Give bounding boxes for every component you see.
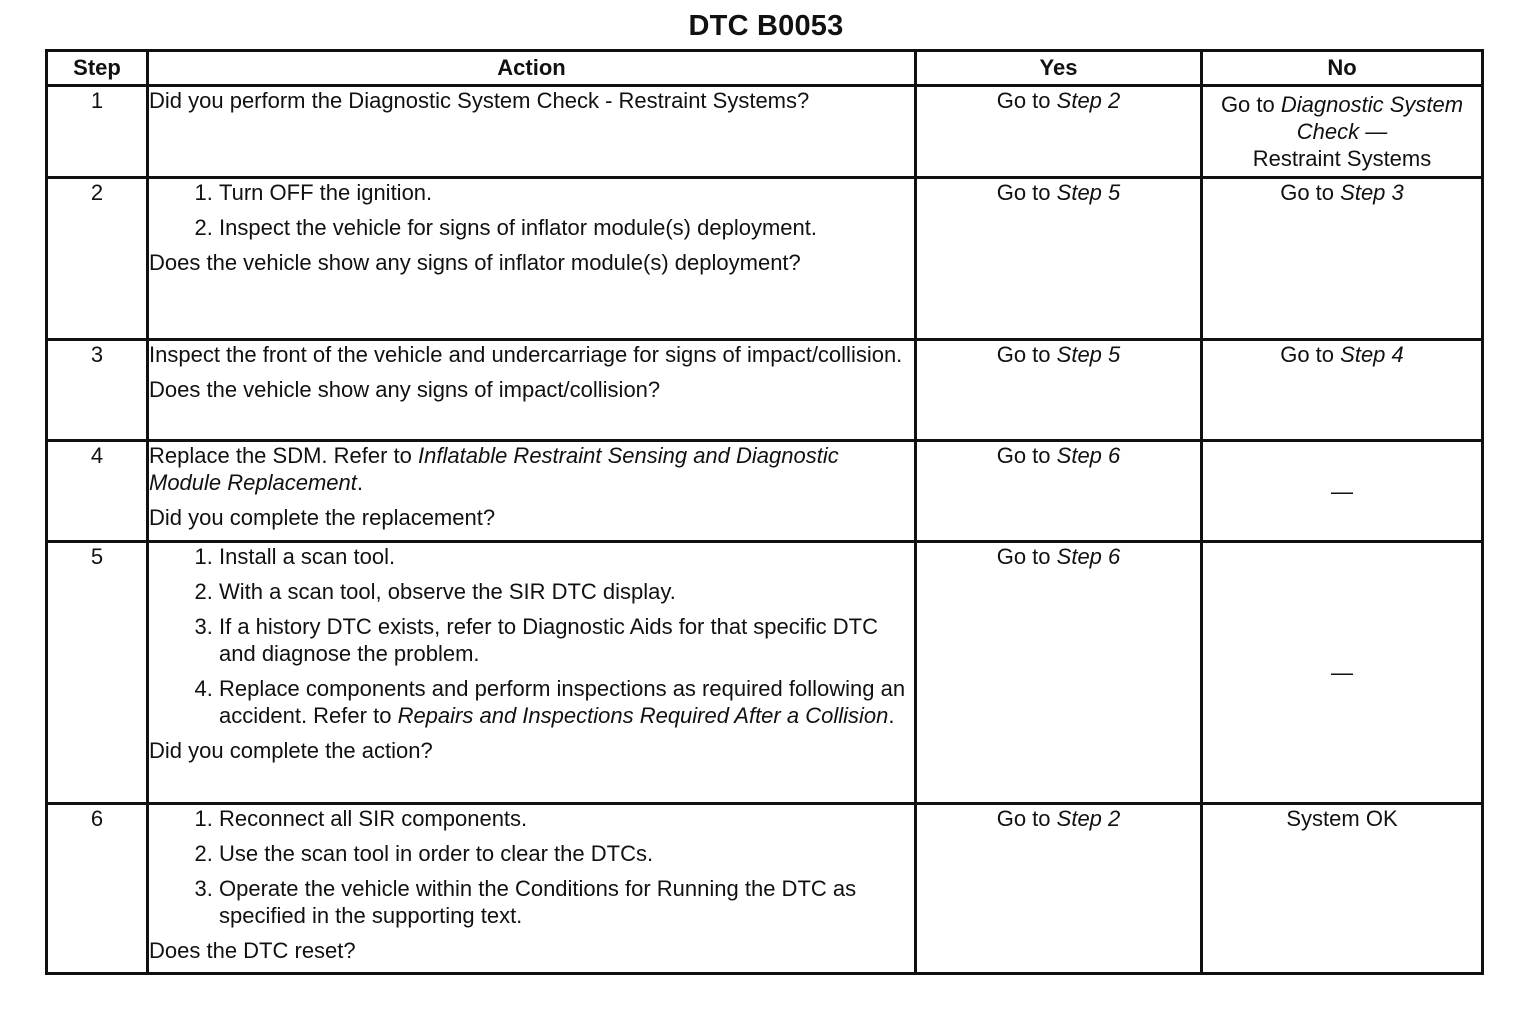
- step-number: 3: [47, 340, 148, 441]
- column-header-action: Action: [148, 51, 916, 86]
- page-title: DTC B0053: [688, 10, 844, 42]
- step-number: 4: [47, 441, 148, 542]
- yes-cell: [916, 178, 1202, 340]
- action-step: 1. Turn OFF the ignition.: [219, 179, 914, 206]
- table-row: [47, 86, 1483, 178]
- action-question: Did you complete the replacement?: [149, 505, 496, 530]
- action-step: 2. With a scan tool, observe the SIR DTC display.: [219, 578, 914, 605]
- procedure-reference-link[interactable]: Repairs and Inspections Required After a Collision: [397, 703, 889, 728]
- no-prefix: Go to: [1280, 180, 1335, 205]
- procedure-reference-link[interactable]: Inflatable Restraint Sensing and Diagnostic Module Replacement: [149, 443, 839, 495]
- action-question: Did you perform the Diagnostic System Check - Restraint Systems?: [149, 88, 810, 113]
- table-row: [47, 804, 1483, 974]
- action-question: Does the DTC reset?: [149, 938, 356, 963]
- action-step: 1. Install a scan tool.: [219, 543, 914, 570]
- action-steps: [149, 543, 914, 729]
- action-text-prefix: Replace the SDM. Refer to: [149, 443, 412, 468]
- action-step: 2. Inspect the vehicle for signs of inflator module(s) deployment.: [219, 214, 914, 241]
- yes-cell: [916, 340, 1202, 441]
- yes-step-link[interactable]: Step 5: [1056, 180, 1121, 205]
- yes-prefix: Go to: [996, 544, 1051, 569]
- action-question: Did you complete the action?: [149, 738, 433, 763]
- dtc-table: [45, 49, 1484, 975]
- yes-prefix: Go to: [996, 88, 1051, 113]
- table-row: [47, 441, 1483, 542]
- no-dash: —: [1331, 478, 1353, 504]
- yes-cell: [916, 804, 1202, 974]
- action-text: [149, 442, 914, 496]
- no-procedure-link[interactable]: Diagnostic System Check —: [1280, 92, 1464, 144]
- action-question: Does the vehicle show any signs of impact/collision?: [149, 377, 661, 402]
- action-step: [219, 675, 914, 729]
- no-cell: [1202, 804, 1483, 974]
- action-cell: [148, 86, 916, 178]
- yes-step-link[interactable]: Step 2: [1056, 806, 1121, 831]
- yes-prefix: Go to: [996, 806, 1051, 831]
- action-step: 3. If a history DTC exists, refer to Diagnostic Aids for that specific DTC and diagnose the problem.: [219, 613, 914, 667]
- step-number: 5: [47, 542, 148, 804]
- action-steps: [149, 805, 914, 929]
- yes-prefix: Go to: [996, 180, 1051, 205]
- step-number: 1: [47, 86, 148, 178]
- yes-cell: [916, 86, 1202, 178]
- yes-cell: [916, 542, 1202, 804]
- yes-step-link[interactable]: Step 2: [1056, 88, 1121, 113]
- table-header-row: [47, 51, 1483, 86]
- step-number: 6: [47, 804, 148, 974]
- action-text-suffix: .: [356, 470, 364, 495]
- yes-prefix: Go to: [996, 342, 1051, 367]
- action-cell: [148, 542, 916, 804]
- column-header-yes: Yes: [916, 51, 1202, 86]
- no-step-link[interactable]: Step 3: [1340, 180, 1404, 205]
- action-step: 1. Reconnect all SIR components.: [219, 805, 914, 832]
- no-cell: [1202, 86, 1483, 178]
- action-step: 2. Use the scan tool in order to clear the DTCs.: [219, 840, 914, 867]
- yes-step-link[interactable]: Step 5: [1056, 342, 1121, 367]
- yes-step-link[interactable]: Step 6: [1056, 443, 1121, 468]
- action-cell: [148, 178, 916, 340]
- no-suffix: Restraint Systems: [1252, 146, 1432, 171]
- action-step-prefix: Replace components and perform inspections as required following an accident. Refer to: [219, 676, 906, 728]
- no-cell: [1202, 340, 1483, 441]
- action-question: Does the vehicle show any signs of inflator module(s) deployment?: [149, 250, 801, 275]
- step-number: 2: [47, 178, 148, 340]
- action-steps: [149, 179, 914, 241]
- no-cell: [1202, 542, 1483, 804]
- no-cell: [1202, 441, 1483, 542]
- no-prefix: Go to: [1220, 92, 1275, 117]
- action-cell: [148, 804, 916, 974]
- table-row: [47, 340, 1483, 441]
- column-header-step: Step: [47, 51, 148, 86]
- no-step-link[interactable]: Step 4: [1340, 342, 1404, 367]
- table-row: [47, 178, 1483, 340]
- action-step: 3. Operate the vehicle within the Conditions for Running the DTC as specified in the supporting text.: [219, 875, 914, 929]
- no-result: System OK: [1286, 806, 1398, 831]
- action-cell: [148, 340, 916, 441]
- no-prefix: Go to: [1280, 342, 1335, 367]
- action-step-suffix: .: [888, 703, 895, 728]
- action-text: Inspect the front of the vehicle and undercarriage for signs of impact/collision.: [149, 342, 903, 367]
- column-header-no: No: [1202, 51, 1483, 86]
- no-cell: [1202, 178, 1483, 340]
- yes-step-link[interactable]: Step 6: [1056, 544, 1121, 569]
- action-cell: [148, 441, 916, 542]
- yes-cell: [916, 441, 1202, 542]
- yes-prefix: Go to: [996, 443, 1051, 468]
- table-row: [47, 542, 1483, 804]
- no-dash: —: [1331, 660, 1353, 685]
